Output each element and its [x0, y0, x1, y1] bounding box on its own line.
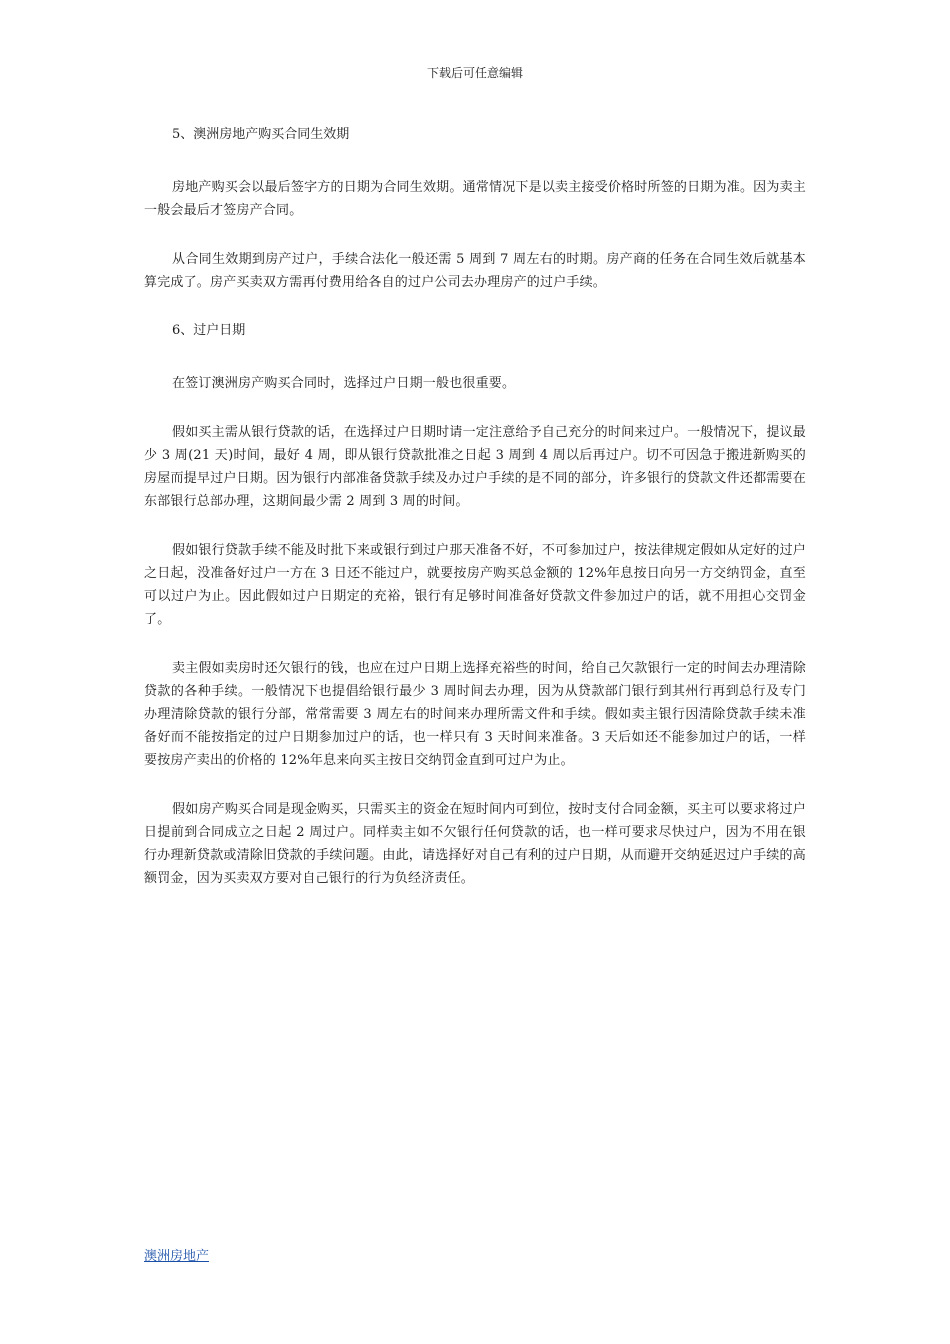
section-5-paragraph-1: 房地产购买会以最后签字方的日期为合同生效期。通常情况下是以卖主接受价格时所签的日期为准。因为卖主一般会最后才签房产合同。 — [144, 180, 806, 218]
section-6-paragraph-4: 卖主假如卖房时还欠银行的钱，也应在过户日期上选择充裕些的时间，给自己欠款银行一定的时间去办理清除贷款的各种手续。一般情况下也提倡给银行最少 3 周时间去办理，因为从贷款部门银行到其州行再到总行及专门办理清除贷款的银行分部，常常需要 3 周左右的时间来办理所需文件和手续。假如卖主银行因清除贷款手续未准备好而不能按指定的过户日期参加过户的话，也一样只有 3 天时间来准备。3 天后如还不能参加过户的话，一样要按房产卖出的价格的 12%年息来向买主按日交纳罚金直到可过户为止。 — [144, 661, 806, 768]
page-header: 下载后可任意编辑 — [426, 66, 523, 80]
section-6-paragraph-3: 假如银行贷款手续不能及时批下来或银行到过户那天准备不好，不可参加过户，按法律规定假如从定好的过户之日起，没准备好过户一方在 3 日还不能过户，就要按房产购买总金额的 12%年息按日向另一方交纳罚金，直至可以过户为止。因此假如过户日期定的充裕，银行有足够时间准备好贷款文件参加过户的话，就不用担心交罚金了。 — [144, 543, 806, 627]
section-5-title: 5、澳洲房地产购买合同生效期 — [172, 127, 350, 142]
section-5-paragraph-2: 从合同生效期到房产过户，手续合法化一般还需 5 周到 7 周左右的时期。房产商的任务在合同生效后就基本算完成了。房产买卖双方需再付费用给各自的过户公司去办理房产的过户手续。 — [144, 252, 806, 290]
section-6-paragraph-5: 假如房产购买合同是现金购买，只需买主的资金在短时间内可到位，按时支付合同金额，买主可以要求将过户日提前到合同成立之日起 2 周过户。同样卖主如不欠银行任何贷款的话，也一样可要求尽快过户，因为不用在银行办理新贷款或清除旧贷款的手续问题。由此，请选择好对自己有利的过户日期，从而避开交纳延迟过户手续的高额罚金，因为买卖双方要对自己银行的行为负经济责任。 — [144, 802, 806, 886]
section-6-title: 6、过户日期 — [172, 323, 246, 338]
document-body — [144, 124, 806, 916]
section-6-paragraph-2: 假如买主需从银行贷款的话，在选择过户日期时请一定注意给予自己充分的时间来过户。一般情况下，提议最少 3 周(21 天)时间，最好 4 周，即从银行贷款批准之日起 3 周到 4 周以后再过户。切不可因急于搬进新购买的房屋而提早过户日期。因为银行内部准备贷款手续及办过户手续的是不同的部分，许多银行的贷款文件还都需要在东部银行总部办理，这期间最少需 2 周到 3 周的时间。 — [144, 425, 806, 509]
footer-link-australia-real-estate[interactable]: 澳洲房地产 — [144, 1249, 210, 1264]
section-6-paragraph-1: 在签订澳洲房产购买合同时，选择过户日期一般也很重要。 — [172, 376, 516, 391]
